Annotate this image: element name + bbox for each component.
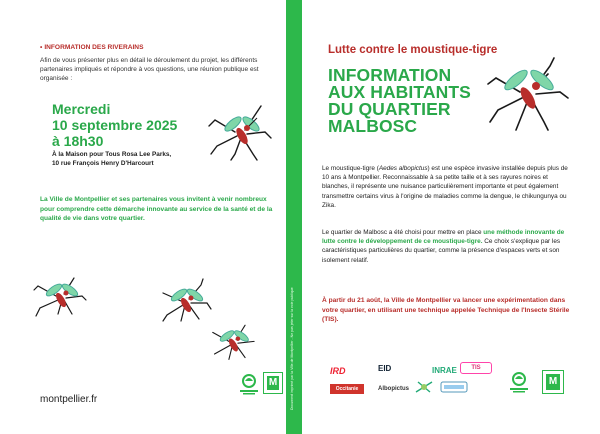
headline-line-1: INFORMATION: [328, 65, 452, 85]
headline-line-2: AUX HABITANTS: [328, 82, 471, 102]
mosquito-icon: [205, 318, 260, 363]
website-url[interactable]: montpellier.fr: [40, 394, 98, 405]
intro-paragraph: Afin de vous présenter plus en détail le déroulement du projet, les différents partenaires impliqués et répondre à vos questions, une réunion publique est organisée :: [40, 57, 259, 82]
montpellier-logo-letter: M: [546, 374, 560, 390]
date-line-3: à 18h30: [52, 133, 104, 149]
place-line-1: À la Maison pour Tous Rosa Lee Parks,: [52, 151, 172, 158]
section-bullet: •: [40, 44, 43, 51]
meeting-date: [52, 101, 177, 149]
montpellier-logo: [263, 372, 283, 394]
partner-logo-icon: [440, 380, 468, 394]
albopictus-logo: Albopictus: [378, 386, 409, 392]
ird-logo: IRD: [330, 366, 346, 376]
paragraph-malbosc: Le quartier de Malbosc a été choisi pour mettre en place une méthode innovante de lutte contre le développement de ce moustique-tigre. Ce choix s'explique par les caractéristiques particulières du quartier, comme la présence d'espaces verts et son isolement relatif.: [322, 229, 565, 264]
date-line-1: Mercredi: [52, 101, 111, 117]
eco-label-logo: [236, 372, 262, 396]
eid-logo: EID: [378, 364, 392, 373]
tis-logo: TIS: [460, 362, 492, 374]
paragraph-species: Le moustique-tigre (Aedes albopictus) est une espèce invasive installée depuis plus de 10 ans à Montpellier. Reconnaissable à sa petite taille et à ses rayures noires et blanches, il représente une nuisance particulièrement importante et peut également transmettre certains virus à l'origine de maladies comme la dengue, le chikungunya ou Zika.: [322, 165, 568, 209]
partner-insect-icon: [412, 378, 436, 396]
place-line-2: 10 rue François Henry D'Harcourt: [52, 160, 154, 167]
mosquito-icon: [30, 270, 90, 320]
spine-legal-text: Document imprimé par la Ville de Montpellier - Ne pas jeter sur la voie publique: [290, 287, 294, 410]
invitation-paragraph: La Ville de Montpellier et ses partenaires vous invitent à venir nombreux pour comprendre cette démarche innovante au service de la santé et de la qualité de vie dans votre quartier.: [40, 196, 273, 222]
campaign-title: Lutte contre le moustique-tigre: [328, 44, 498, 56]
paragraph-experiment: À partir du 21 août, la Ville de Montpellier va lancer une expérimentation dans votre quartier, en utilisant une technique appelée Technique de l'Insecte Stérile (TIS).: [322, 297, 570, 323]
montpellier-logo-letter: M: [268, 377, 278, 388]
meeting-place: [52, 150, 171, 168]
main-headline: [328, 67, 471, 135]
section-title: • INFORMATION DES RIVERAINS: [40, 44, 144, 51]
headline-line-3: DU QUARTIER: [328, 99, 451, 119]
mosquito-icon: [482, 52, 572, 132]
occitanie-logo: Occitanie: [330, 384, 364, 394]
eco-label-logo: [506, 370, 532, 394]
mosquito-icon: [205, 102, 275, 162]
inrae-logo: INRAE: [432, 366, 457, 375]
montpellier-logo: [542, 370, 564, 394]
headline-line-4: MALBOSC: [328, 116, 418, 136]
date-line-2: 10 septembre 2025: [52, 117, 178, 133]
